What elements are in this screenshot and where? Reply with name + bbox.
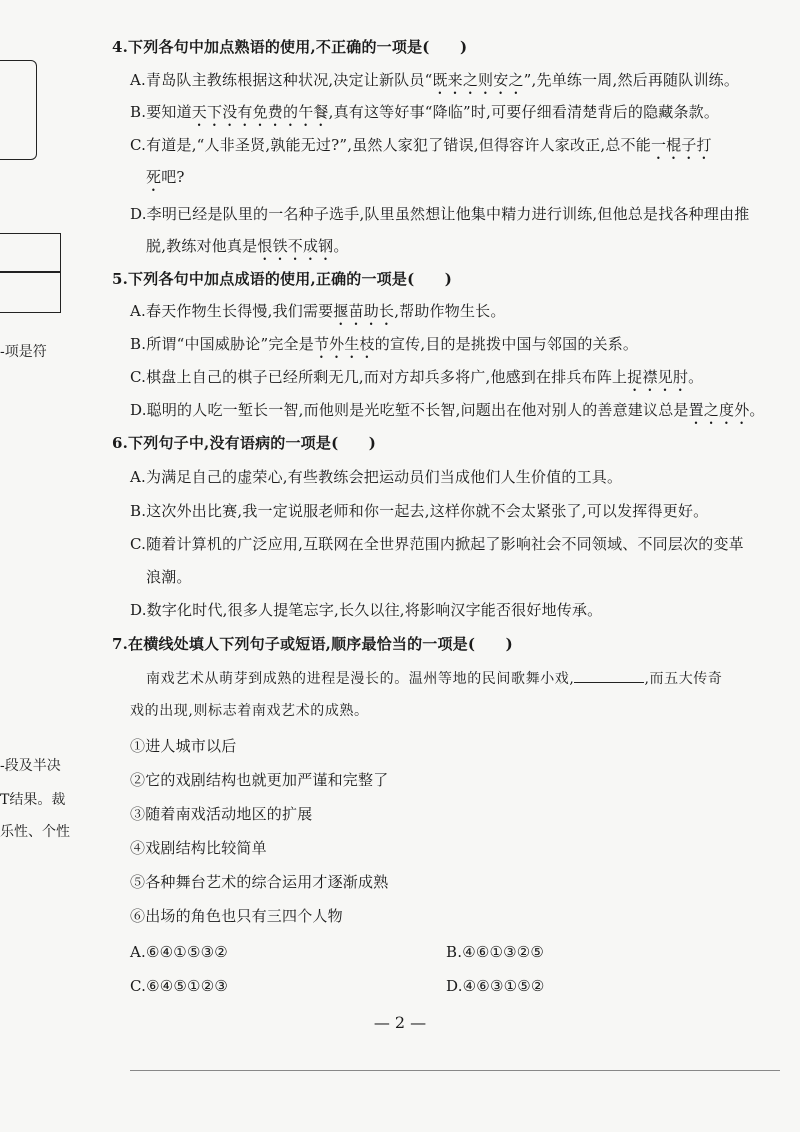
q4-option-d: D.李明已经是队里的一名种子选手,队里虽然想让他集中精力进行训练,但他总是找各种理由推 — [130, 205, 750, 223]
q7-item-1: ①进人城市以后 — [130, 737, 237, 755]
q7-choice-b: B.④⑥①③②⑤ — [446, 943, 545, 961]
margin-box-bottom — [0, 271, 61, 313]
q5-option-d: D.聪明的人吃一堑长一智,而他则是光吃堑不长智,问题出在他对别人的善意建议总是置之度外。 — [130, 401, 765, 419]
q6-option-d: D.数字化时代,很多人提笔忘字,长久以往,将影响汉字能否很好地传承。 — [130, 601, 603, 619]
q4-option-c-cont: 死吧? — [146, 168, 185, 186]
q7-stem: 7.在横线处填人下列句子或短语,顺序最恰当的一项是( ) — [112, 635, 513, 653]
margin-text-4: 乐性、个性 — [0, 824, 70, 840]
q6-option-b: B.这次外出比赛,我一定说服老师和你一起去,这样你就不会太紧张了,可以发挥得更好。 — [130, 502, 709, 520]
q5-option-c: C.棋盘上自己的棋子已经所剩无几,而对方却兵多将广,他感到在排兵布阵上捉襟见肘。 — [130, 368, 704, 386]
bottom-rule — [130, 1070, 780, 1071]
q4-option-c: C.有道是,“人非圣贤,孰能无过?”,虽然人家犯了错误,但得容许人家改正,总不能一棍子打 — [130, 136, 712, 154]
q7-choice-c: C.⑥④⑤①②③ — [130, 977, 228, 995]
q7-passage-line1: 南戏艺术从萌芽到成熟的进程是漫长的。温州等地的民间歌舞小戏, ,而五大传奇 — [146, 668, 723, 690]
q7-answer-blank — [574, 668, 644, 683]
q5-stem: 5.下列各句中加点成语的使用,正确的一项是( ) — [112, 270, 453, 288]
q5-option-a: A.春天作物生长得慢,我们需要揠苗助长,帮助作物生长。 — [130, 302, 506, 320]
q6-option-c-cont: 浪潮。 — [146, 568, 192, 586]
margin-text-1: -项是符 — [0, 344, 47, 360]
q7-choice-a: A.⑥④①⑤③② — [130, 943, 228, 961]
q4-option-a: A.青岛队主教练根据这种状况,决定让新队员“既来之则安之”,先单练一周,然后再随队训练。 — [130, 71, 740, 89]
q5-option-b: B.所谓“中国威胁论”完全是节外生枝的宣传,目的是挑拨中国与邻国的关系。 — [130, 335, 639, 353]
q7-choice-d: D.④⑥③①⑤② — [446, 977, 545, 995]
q6-option-c: C.随着计算机的广泛应用,互联网在全世界范围内掀起了影响社会不同领域、不同层次的变革 — [130, 535, 744, 553]
q4-stem: 4.下列各句中加点熟语的使用,不正确的一项是( ) — [112, 38, 468, 56]
margin-box-top — [0, 233, 61, 273]
q6-option-a: A.为满足自己的虚荣心,有些教练会把运动员们当成他们人生价值的工具。 — [130, 468, 623, 486]
q7-item-2: ②它的戏剧结构也就更加严谨和完整了 — [130, 771, 389, 789]
margin-text-3: T结果。裁 — [0, 792, 66, 808]
q7-item-5: ⑤各种舞台艺术的综合运用才逐渐成熟 — [130, 873, 389, 891]
margin-bracket — [0, 60, 37, 160]
q7-item-6: ⑥出场的角色也只有三四个人物 — [130, 907, 343, 925]
q4-option-d-cont: 脱,教练对他真是恨铁不成钢。 — [146, 237, 349, 255]
q6-stem: 6.下列句子中,没有语病的一项是( ) — [112, 434, 377, 452]
q7-item-3: ③随着南戏活动地区的扩展 — [130, 805, 313, 823]
page-number: — 2 — — [373, 1013, 427, 1032]
margin-text-2: -段及半决 — [0, 758, 61, 774]
q4-option-b: B.要知道天下没有免费的午餐,真有这等好事“降临”时,可要仔细看清楚背后的隐藏条款。 — [130, 103, 720, 121]
q7-item-4: ④戏剧结构比较简单 — [130, 839, 267, 857]
q7-passage-line2: 戏的出现,则标志着南戏艺术的成熟。 — [130, 703, 369, 719]
